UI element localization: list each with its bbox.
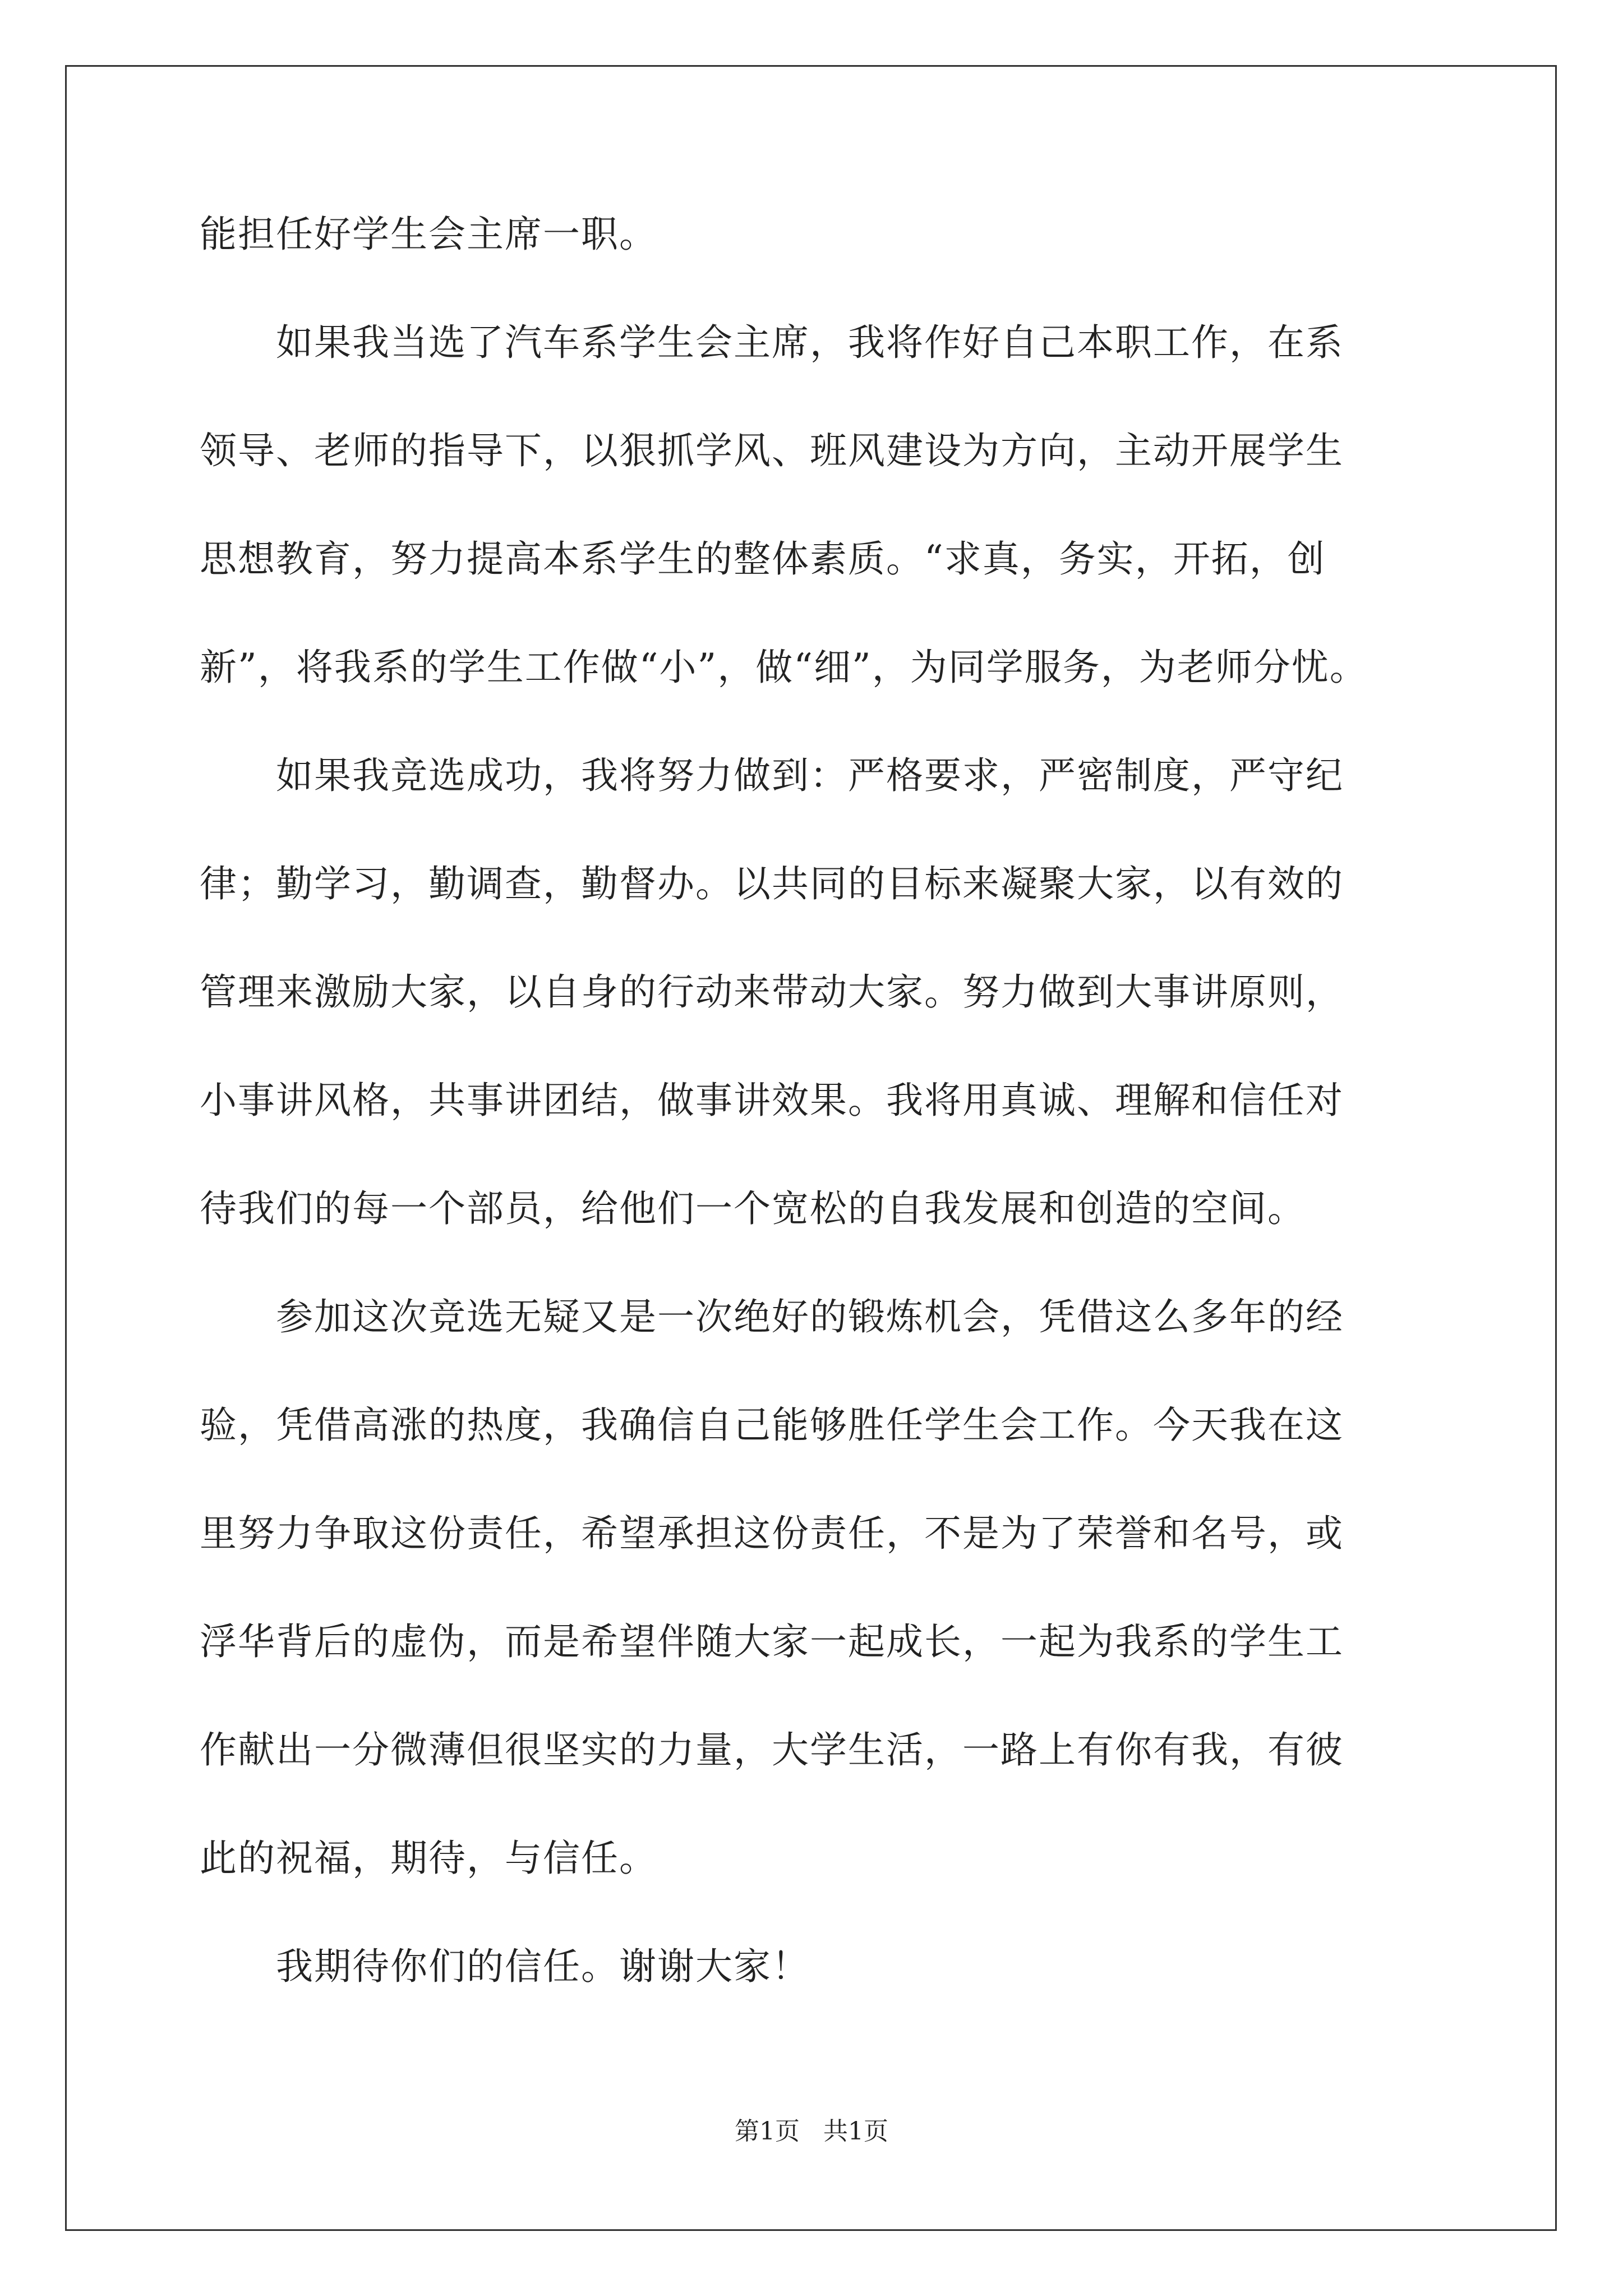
- text-line: 思想教育，努力提高本系学生的整体素质。“求真，务实，开拓，创: [200, 537, 1326, 581]
- text-line: 能担任好学生会主席一职。: [200, 213, 657, 256]
- text-line: 我期待你们的信任。谢谢大家！: [200, 1945, 810, 1988]
- page-footer: [0, 2115, 1623, 2148]
- text-line: 作献出一分微薄但很坚实的力量，大学生活，一路上有你有我，有彼: [200, 1728, 1344, 1772]
- text-line: 如果我当选了汽车系学生会主席，我将作好自己本职工作，在系: [200, 321, 1344, 364]
- text-line: 如果我竞选成功，我将努力做到：严格要求，严密制度，严守纪: [200, 754, 1344, 797]
- text-line: 此的祝福，期待，与信任。: [200, 1837, 657, 1880]
- text-line: 小事讲风格，共事讲团结，做事讲效果。我将用真诚、理解和信任对: [200, 1079, 1344, 1122]
- page-total: 共1页: [823, 2117, 888, 2146]
- text-line: 待我们的每一个部员，给他们一个宽松的自我发展和创造的空间。: [200, 1187, 1306, 1230]
- page-number: 第1页: [735, 2117, 800, 2146]
- text-line: 领导、老师的指导下，以狠抓学风、班风建设为方向，主动开展学生: [200, 429, 1344, 472]
- text-line: 验，凭借高涨的热度，我确信自己能够胜任学生会工作。今天我在这: [200, 1404, 1344, 1447]
- text-line: 里努力争取这份责任，希望承担这份责任，不是为了荣誉和名号，或: [200, 1512, 1344, 1555]
- text-line: 律；勤学习，勤调查，勤督办。以共同的目标来凝聚大家，以有效的: [200, 862, 1344, 905]
- text-line: 浮华背后的虚伪，而是希望伴随大家一起成长，一起为我系的学生工: [200, 1620, 1344, 1663]
- text-line: 参加这次竞选无疑又是一次绝好的锻炼机会，凭借这么多年的经: [200, 1295, 1344, 1338]
- text-line: 管理来激励大家，以自身的行动来带动大家。努力做到大事讲原则，: [200, 970, 1344, 1014]
- text-line: 新”，将我系的学生工作做“小”，做“细”，为同学服务，为老师分忧。: [200, 646, 1368, 689]
- page-frame: [65, 65, 1557, 2231]
